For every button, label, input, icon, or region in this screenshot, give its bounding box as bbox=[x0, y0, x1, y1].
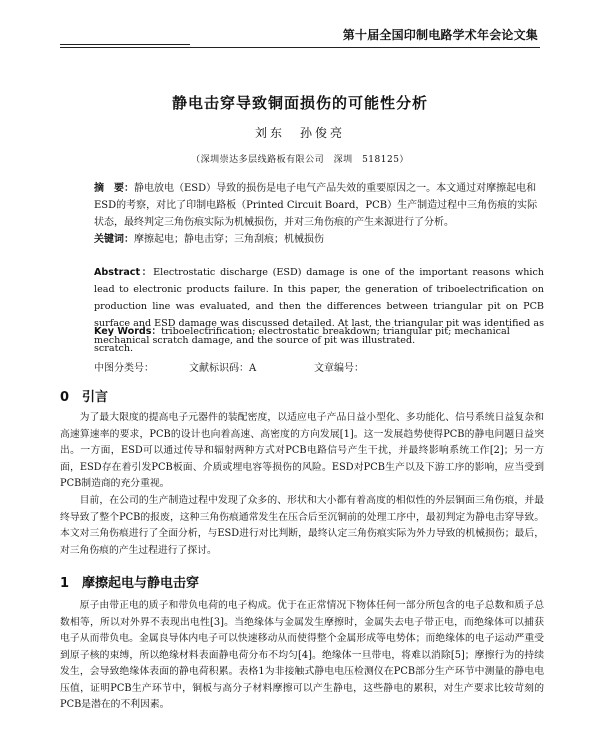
keywords-cn-label: 关键词： bbox=[94, 234, 134, 245]
doc-code-label: 文献标识码：A bbox=[189, 363, 257, 374]
section-0-heading bbox=[60, 386, 108, 405]
section-0-paragraph-2: 目前，在公司的生产制造过程中发现了众多的、形状和大小都有着高度的相似性的外层铜面三角伤痕，并最终导致了整个PCB的报废，这种三角伤痕通常发生在压合后至沉铜前的处理工序中，最初判定为静电击穿导致。本文对三角伤痕进行了全面分析，与ESD进行对比判断，最终认定三角伤痕实际为外力导致的机械损伤；最后，对三角伤痕的产生过程进行了探讨。 bbox=[60, 495, 544, 556]
section-0-number: 0 bbox=[60, 390, 70, 405]
header-rule bbox=[60, 47, 540, 48]
paper-title: 静电击穿导致铜面损伤的可能性分析 bbox=[171, 94, 428, 112]
abstract-cn-text: 静电放电（ESD）导致的损伤是电子电气产品失效的重要原因之一。本文通过对摩擦起电和ESD的考察，对比了印制电路板（Printed Circuit Board，PCB）生产制造过程中三角伤痕的实际状态，最终判定三角伤痕实际为机械损伤，并对三角伤痕的产生来源进行了分析。 bbox=[94, 183, 538, 228]
article-no-label: 文章编号： bbox=[314, 363, 364, 374]
keywords-en-text: triboelectrification; electrostatic breakdown; triangular pit; mechanical scratch. bbox=[94, 326, 510, 354]
classification-line bbox=[94, 359, 364, 374]
abstract-en-label: Abstract： bbox=[94, 267, 154, 278]
keywords-en bbox=[94, 323, 544, 357]
clc-label: 中图分类号： bbox=[94, 363, 154, 374]
running-head: 第十届全国印制电路学术年会论文集 bbox=[342, 28, 538, 42]
section-1-paragraph-1: 原子由带正电的质子和带负电荷的电子构成。优于在正常情况下物体任何一部分所包含的电子总数和质子总数相等，所以对外界不表现出电性[3]。当绝缘体与金属发生摩擦时，金属失去电子带正电，而绝缘体可以捕获电子从而带负电。金属良导体内电子可以快速移动从而使得整个金属形成等电势体；而绝缘体的电子运动严重受到原子核的束缚，所以绝缘材料表面静电荷分布不均匀[4]。绝缘体一旦带电，将难以消除[5]；摩擦行为的持续发生，会导致绝缘体表面的静电荷积累。表格1为非接触式静电电压检测仪在PCB部分生产环节中测量的静电电压值，证明PCB生产环节中，铜板与高分子材料摩擦可以产生静电，这些静电的累积，对生产要求比较苛刻的PCB是潜在的不利因素。 bbox=[60, 600, 544, 710]
paper-authors: 刘东 孙俊亮 bbox=[254, 126, 345, 140]
section-0-title: 引言 bbox=[82, 390, 109, 405]
abstract-cn bbox=[94, 180, 544, 231]
keywords-cn-text: 摩擦起电；静电击穿；三角刮痕；机械损伤 bbox=[134, 234, 324, 245]
keywords-cn bbox=[94, 231, 544, 248]
section-1-title: 摩擦起电与静电击穿 bbox=[82, 576, 200, 591]
section-1-number: 1 bbox=[60, 576, 70, 591]
abstract-cn-label: 摘 要： bbox=[94, 183, 134, 194]
header-rule-left bbox=[60, 44, 190, 45]
paper-affiliation: （深圳崇达多层线路板有限公司 深圳 518125） bbox=[191, 155, 409, 165]
keywords-en-label: Key Words： bbox=[94, 326, 162, 337]
abstract-en-text: Electrostatic discharge (ESD) damage is one of the important reasons which lead to electronic products failure. In this paper, the generation of triboelectrification on production line was evaluated, and then the differences between triangular pit on PCB surface and ESD damage was discussed detailed. At last, the triangular pit was identified as mechanical scratch damage, and the source of pit was illustrated. bbox=[94, 267, 544, 346]
section-1-heading bbox=[60, 572, 199, 591]
section-0-paragraph-1: 为了最大限度的提高电子元器件的装配密度，以适应电子产品日益小型化、多功能化、信号系统日益复杂和高速算速率的要求，PCB的设计也向着高速、高密度的方向发展[1]。这一发展趋势使得PCB的静电问题日益突出。一方面，ESD可以通过传导和辐射两种方式对PCB电路信号产生干扰，并最终影响系统工作[2]；另一方面，ESD存在着引发PCB板面、介质或埋电容等损伤的风险。ESD对PCB生产以及下游工序的影响，应当受到PCB制造商的充分重视。 bbox=[60, 412, 544, 489]
